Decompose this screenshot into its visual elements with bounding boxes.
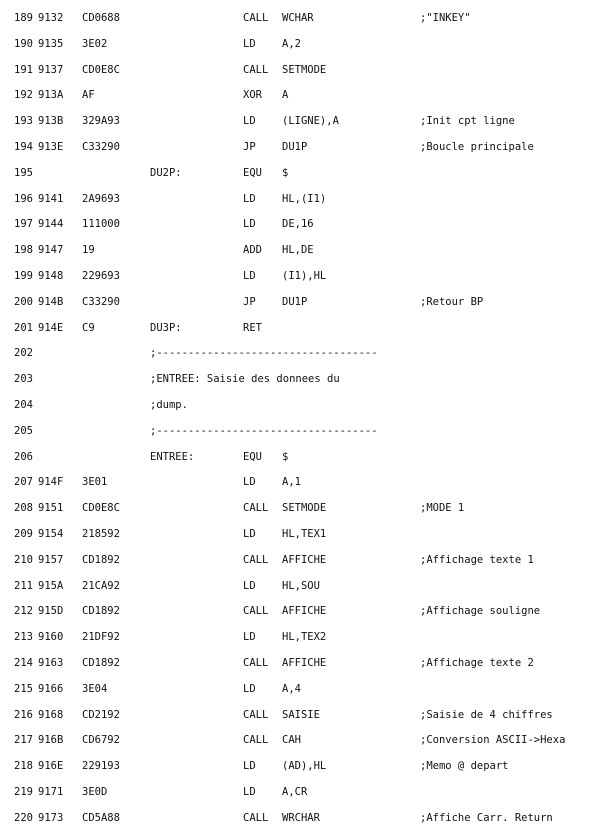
- code-line: [0, 657, 602, 671]
- machine-code: 329A93: [82, 115, 120, 128]
- code-line: [0, 760, 602, 774]
- opcode: LD: [243, 631, 256, 644]
- opcode: CALL: [243, 657, 269, 669]
- opcode: LD: [243, 115, 256, 128]
- operand: (I1),HL: [282, 270, 327, 282]
- code-line: [0, 812, 602, 826]
- code-line: [0, 373, 602, 387]
- code-line: [0, 218, 602, 232]
- line-number: 192: [14, 89, 33, 102]
- operand: HL,(I1): [282, 192, 327, 205]
- code-line: [0, 64, 602, 78]
- line-number: 194: [14, 141, 33, 153]
- opcode: RET: [243, 321, 262, 334]
- machine-code: C9: [82, 321, 95, 334]
- line-number: 211: [14, 579, 33, 592]
- operand: $: [282, 450, 289, 463]
- opcode: XOR: [243, 89, 262, 102]
- code-line: [0, 296, 602, 310]
- label: ;-----------------------------------: [150, 347, 378, 360]
- operand: (LIGNE),A: [282, 115, 339, 128]
- code-line: [0, 554, 602, 568]
- line-number: 219: [14, 786, 33, 798]
- line-number: 210: [14, 553, 33, 566]
- line-number: 201: [14, 321, 33, 334]
- comment: ;Affiche Carr. Return: [420, 811, 553, 824]
- opcode: LD: [243, 528, 256, 540]
- machine-code: AF: [82, 89, 95, 102]
- code-line: [0, 631, 602, 645]
- line-number: 205: [14, 424, 33, 437]
- code-line: [0, 709, 602, 723]
- line-number: 215: [14, 682, 33, 695]
- line-number: 214: [14, 657, 33, 669]
- machine-code: 21DF92: [82, 631, 120, 644]
- line-number: 213: [14, 631, 33, 644]
- code-line: [0, 270, 602, 284]
- opcode: EQU: [243, 166, 262, 179]
- operand: HL,TEX2: [282, 631, 327, 644]
- opcode: LD: [243, 270, 256, 282]
- address: 9157: [38, 553, 64, 566]
- code-line: [0, 734, 602, 748]
- code-line: [0, 347, 602, 361]
- opcode: LD: [243, 579, 256, 592]
- operand: AFFICHE: [282, 553, 327, 566]
- code-line: [0, 167, 602, 181]
- line-number: 189: [14, 12, 33, 24]
- opcode: CALL: [243, 811, 269, 824]
- machine-code: 21CA92: [82, 579, 120, 592]
- line-number: 212: [14, 605, 33, 618]
- operand: HL,SOU: [282, 579, 320, 592]
- code-line: [0, 502, 602, 516]
- code-line: [0, 89, 602, 103]
- code-line: [0, 786, 602, 800]
- address: 9148: [38, 270, 64, 282]
- address: 914F: [38, 476, 64, 489]
- opcode: CALL: [243, 502, 269, 515]
- opcode: EQU: [243, 450, 262, 463]
- machine-code: 2A9693: [82, 192, 120, 205]
- machine-code: 229693: [82, 270, 120, 282]
- code-line: [0, 399, 602, 413]
- address: 9135: [38, 37, 64, 50]
- machine-code: C33290: [82, 295, 120, 308]
- operand: DU1P: [282, 295, 308, 308]
- opcode: CALL: [243, 553, 269, 566]
- opcode: LD: [243, 476, 256, 489]
- opcode: CALL: [243, 708, 269, 721]
- address: 9154: [38, 528, 64, 540]
- address: 9166: [38, 682, 64, 695]
- line-number: 209: [14, 528, 33, 540]
- operand: A,CR: [282, 786, 308, 798]
- line-number: 199: [14, 270, 33, 282]
- machine-code: 229193: [82, 760, 120, 773]
- machine-code: C33290: [82, 141, 120, 153]
- comment: ;MODE 1: [420, 502, 465, 515]
- address: 915D: [38, 605, 64, 618]
- comment: ;Boucle principale: [420, 141, 534, 153]
- address: 916E: [38, 760, 64, 773]
- machine-code: 3E01: [82, 476, 108, 489]
- operand: A,1: [282, 476, 301, 489]
- opcode: CALL: [243, 734, 269, 747]
- address: 9144: [38, 218, 64, 231]
- comment: ;Affichage texte 1: [420, 553, 534, 566]
- label: ;-----------------------------------: [150, 424, 378, 437]
- address: 9163: [38, 657, 64, 669]
- code-line: [0, 425, 602, 439]
- code-line: [0, 244, 602, 258]
- line-number: 207: [14, 476, 33, 489]
- line-number: 197: [14, 218, 33, 231]
- machine-code: 19: [82, 244, 95, 257]
- opcode: LD: [243, 192, 256, 205]
- address: 9173: [38, 811, 64, 824]
- code-line: [0, 683, 602, 697]
- machine-code: 111000: [82, 218, 120, 231]
- label: ;ENTREE: Saisie des donnees du: [150, 373, 340, 386]
- address: 9171: [38, 786, 64, 798]
- operand: (AD),HL: [282, 760, 327, 773]
- address: 914B: [38, 295, 64, 308]
- machine-code: CD6792: [82, 734, 120, 747]
- line-number: 193: [14, 115, 33, 128]
- operand: A,4: [282, 682, 301, 695]
- operand: SAISIE: [282, 708, 320, 721]
- code-line: [0, 141, 602, 155]
- line-number: 191: [14, 63, 33, 76]
- comment: ;Saisie de 4 chiffres: [420, 708, 553, 721]
- code-line: [0, 38, 602, 52]
- comment: ;Affichage souligne: [420, 605, 541, 618]
- opcode: JP: [243, 141, 256, 153]
- address: 9168: [38, 708, 64, 721]
- address: 913A: [38, 89, 64, 102]
- operand: DU1P: [282, 141, 308, 153]
- opcode: CALL: [243, 605, 269, 618]
- code-line: [0, 115, 602, 129]
- address: 9151: [38, 502, 64, 515]
- operand: A,2: [282, 37, 301, 50]
- operand: HL,DE: [282, 244, 314, 257]
- line-number: 198: [14, 244, 33, 257]
- comment: ;Init cpt ligne: [420, 115, 515, 128]
- line-number: 204: [14, 399, 33, 411]
- address: 9147: [38, 244, 64, 257]
- machine-code: CD5A88: [82, 811, 120, 824]
- comment: ;Affichage texte 2: [420, 657, 534, 669]
- address: 915A: [38, 579, 64, 592]
- machine-code: CD1892: [82, 605, 120, 618]
- opcode: LD: [243, 218, 256, 231]
- machine-code: CD0E8C: [82, 63, 120, 76]
- line-number: 220: [14, 811, 33, 824]
- address: 913E: [38, 141, 64, 153]
- machine-code: 3E0D: [82, 786, 108, 798]
- operand: CAH: [282, 734, 301, 747]
- code-line: [0, 476, 602, 490]
- line-number: 195: [14, 166, 33, 179]
- opcode: CALL: [243, 12, 269, 24]
- code-line: [0, 528, 602, 542]
- operand: WRCHAR: [282, 811, 320, 824]
- machine-code: 3E02: [82, 37, 108, 50]
- line-number: 202: [14, 347, 33, 360]
- operand: AFFICHE: [282, 657, 327, 669]
- machine-code: 218592: [82, 528, 120, 540]
- machine-code: CD1892: [82, 553, 120, 566]
- comment: ;Conversion ASCII->Hexa: [420, 734, 566, 747]
- operand: AFFICHE: [282, 605, 327, 618]
- address: 914E: [38, 321, 64, 334]
- opcode: JP: [243, 295, 256, 308]
- address: 913B: [38, 115, 64, 128]
- comment: ;Memo @ depart: [420, 760, 509, 773]
- code-line: [0, 580, 602, 594]
- opcode: LD: [243, 786, 256, 798]
- operand: SETMODE: [282, 63, 327, 76]
- opcode: LD: [243, 760, 256, 773]
- code-line: [0, 12, 602, 26]
- address: 9141: [38, 192, 64, 205]
- line-number: 208: [14, 502, 33, 515]
- label: DU3P:: [150, 321, 182, 334]
- line-number: 190: [14, 37, 33, 50]
- machine-code: CD2192: [82, 708, 120, 721]
- code-line: [0, 451, 602, 465]
- opcode: CALL: [243, 63, 269, 76]
- line-number: 206: [14, 450, 33, 463]
- comment: ;Retour BP: [420, 295, 484, 308]
- operand: HL,TEX1: [282, 528, 327, 540]
- code-line: [0, 193, 602, 207]
- line-number: 203: [14, 373, 33, 386]
- line-number: 216: [14, 708, 33, 721]
- operand: WCHAR: [282, 12, 314, 24]
- operand: A: [282, 89, 289, 102]
- code-line: [0, 322, 602, 336]
- machine-code: 3E04: [82, 682, 108, 695]
- machine-code: CD0E8C: [82, 502, 120, 515]
- label: ENTREE:: [150, 450, 195, 463]
- comment: ;"INKEY": [420, 12, 471, 24]
- address: 9137: [38, 63, 64, 76]
- opcode: LD: [243, 37, 256, 50]
- operand: DE,16: [282, 218, 314, 231]
- opcode: ADD: [243, 244, 262, 257]
- line-number: 217: [14, 734, 33, 747]
- label: DU2P:: [150, 166, 182, 179]
- line-number: 200: [14, 295, 33, 308]
- label: ;dump.: [150, 399, 188, 411]
- machine-code: CD0688: [82, 12, 120, 24]
- address: 9160: [38, 631, 64, 644]
- line-number: 196: [14, 192, 33, 205]
- address: 916B: [38, 734, 64, 747]
- code-line: [0, 605, 602, 619]
- line-number: 218: [14, 760, 33, 773]
- address: 9132: [38, 12, 64, 24]
- operand: SETMODE: [282, 502, 327, 515]
- opcode: LD: [243, 682, 256, 695]
- machine-code: CD1892: [82, 657, 120, 669]
- operand: $: [282, 166, 289, 179]
